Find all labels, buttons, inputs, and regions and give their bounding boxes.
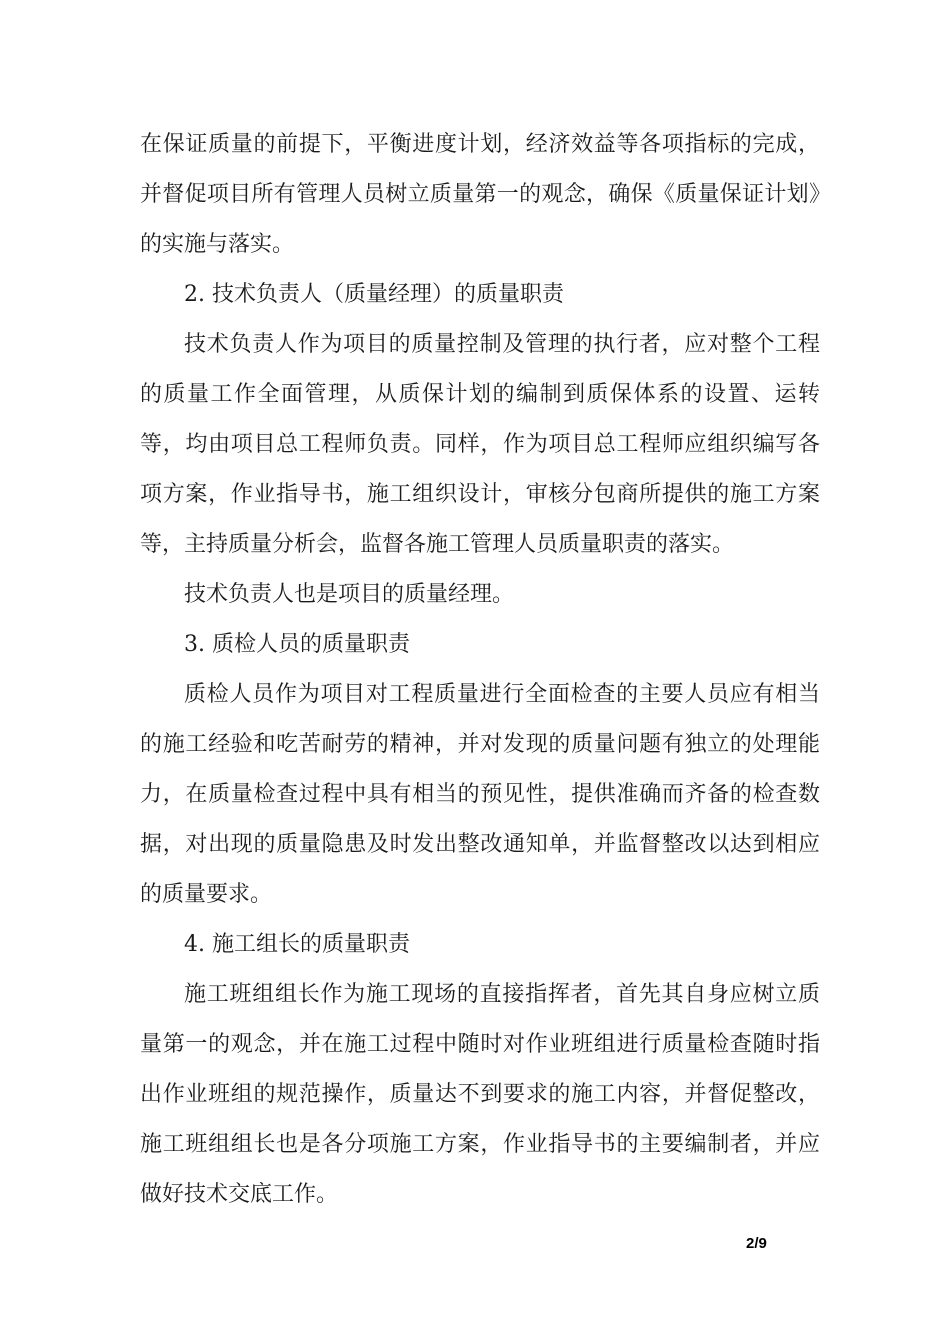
- paragraph-inspector: 质检人员作为项目对工程质量进行全面检查的主要人员应有相当的施工经验和吃苦耐劳的精神，并对发现的质量问题有独立的处理能力，在质量检查过程中具有相当的预见性，提供准确而齐备的检查数据，对出现的质量隐患及时发出整改通知单，并监督整改以达到相应的质量要求。: [140, 682, 820, 907]
- section-heading-technical-lead: 2. 技术负责人（质量经理）的质量职责: [184, 282, 564, 307]
- paragraph-continuation: 在保证质量的前提下，平衡进度计划，经济效益等各项指标的完成，并督促项目所有管理人员树立质量第一的观念，确保《质量保证计划》的实施与落实。: [140, 132, 820, 257]
- paragraph-team-leader: 施工班组组长作为施工现场的直接指挥者，首先其自身应树立质量第一的观念，并在施工过程中随时对作业班组进行质量检查随时指出作业班组的规范操作，质量达不到要求的施工内容，并督促整改，施工班组组长也是各分项施工方案，作业指导书的主要编制者，并应做好技术交底工作。: [140, 982, 820, 1207]
- paragraph-technical-lead-note: 技术负责人也是项目的质量经理。: [184, 582, 515, 607]
- section-heading-inspector: 3. 质检人员的质量职责: [184, 632, 410, 657]
- page-number: 2/9: [746, 1235, 767, 1252]
- document-body: [140, 120, 820, 1220]
- section-heading-team-leader: 4. 施工组长的质量职责: [184, 932, 410, 957]
- paragraph-technical-lead: 技术负责人作为项目的质量控制及管理的执行者，应对整个工程的质量工作全面管理，从质保计划的编制到质保体系的设置、运转等，均由项目总工程师负责。同样，作为项目总工程师应组织编写各项方案，作业指导书，施工组织设计，审核分包商所提供的施工方案等，主持质量分析会，监督各施工管理人员质量职责的落实。: [140, 332, 820, 557]
